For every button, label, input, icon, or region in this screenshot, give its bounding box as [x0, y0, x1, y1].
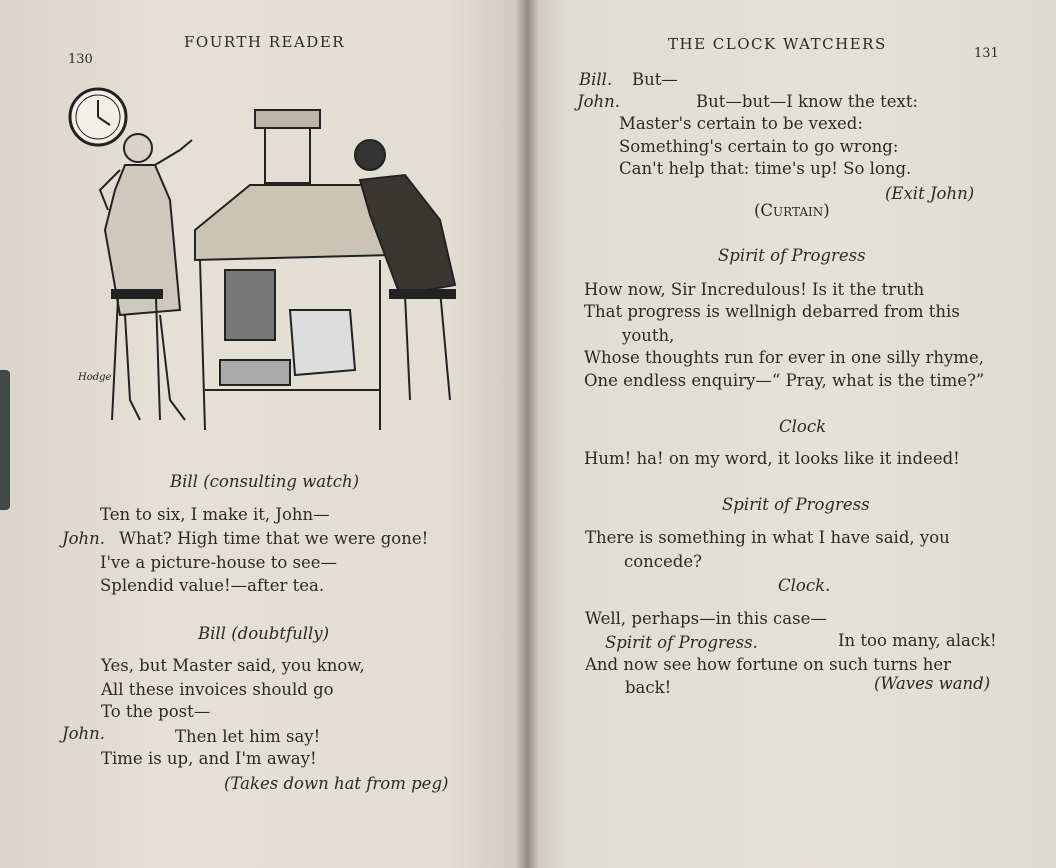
right-line-15: In too many, alack!	[838, 631, 997, 650]
bill-speaker-r: Bill.	[579, 70, 613, 89]
right-line-7: That progress is wellnigh debarred from this	[584, 302, 960, 321]
left-page-number: 130	[68, 52, 93, 67]
john-speaker-1: John.	[62, 529, 106, 548]
right-line-5: Can't help that: time's up! So long.	[619, 159, 912, 178]
left-line-4: Splendid value!—after tea.	[100, 576, 325, 595]
right-page-number: 131	[974, 46, 999, 61]
clock-heading-2: Clock.	[778, 576, 831, 595]
right-line-4: Something's certain to go wrong:	[619, 137, 899, 156]
right-line-11: Hum! ha! on my word, it looks like it indeed!	[584, 449, 960, 468]
bookmark-tab	[0, 370, 10, 510]
left-line-3: I've a picture-house to see—	[100, 553, 338, 572]
spirit-heading-1: Spirit of Progress	[718, 246, 866, 265]
book-gutter	[515, 0, 539, 868]
right-line-13: concede?	[624, 552, 702, 571]
right-line-14: Well, perhaps—in this case—	[585, 609, 827, 628]
left-line-6: All these invoices should go	[101, 680, 334, 699]
right-running-head: THE CLOCK WATCHERS	[668, 35, 887, 53]
john-speaker-r: John.	[577, 92, 621, 111]
right-line-12: There is something in what I have said, you	[585, 528, 950, 547]
curtain-direction: (Curtain)	[754, 201, 830, 220]
right-line-9: Whose thoughts run for ever in one silly rhyme,	[584, 348, 984, 367]
spirit-heading-2: Spirit of Progress	[722, 495, 870, 514]
exit-direction: (Exit John)	[885, 184, 975, 203]
bill-heading-1: Bill (consulting watch)	[170, 472, 360, 491]
illustration-signature: Hodge	[78, 372, 112, 383]
right-line-6: How now, Sir Incredulous! Is it the truth	[584, 280, 925, 299]
wall-clock-icon	[70, 89, 126, 145]
bill-heading-2: Bill (doubtfully)	[198, 624, 330, 643]
stage-direction-hat: (Takes down hat from peg)	[224, 774, 449, 793]
right-line-1: But—	[632, 70, 678, 89]
waves-wand-direction: (Waves wand)	[874, 674, 991, 693]
left-line-7: To the post—	[101, 702, 211, 721]
bill-figure	[100, 134, 192, 420]
spirit-speaker-inline: Spirit of Progress.	[605, 633, 758, 652]
left-line-2: What? High time that we were gone!	[119, 529, 429, 548]
clock-watchers-illustration	[60, 80, 480, 440]
john-figure	[355, 140, 455, 400]
left-line-1: Ten to six, I make it, John—	[100, 505, 330, 524]
clock-heading-1: Clock	[779, 417, 827, 436]
left-line-8: Then let him say!	[175, 727, 321, 746]
right-line-8: youth,	[622, 326, 675, 345]
left-running-head: FOURTH READER	[184, 33, 346, 51]
right-line-16: And now see how fortune on such turns her	[585, 655, 952, 674]
john-speaker-2: John.	[62, 724, 106, 743]
right-line-10: One endless enquiry—“ Pray, what is the time?”	[584, 371, 985, 390]
right-line-2: But—but—I know the text:	[696, 92, 919, 111]
left-line-5: Yes, but Master said, you know,	[101, 656, 365, 675]
left-line-9: Time is up, and I'm away!	[101, 749, 317, 768]
right-line-3: Master's certain to be vexed:	[619, 114, 863, 133]
right-line-17: back!	[625, 678, 672, 697]
